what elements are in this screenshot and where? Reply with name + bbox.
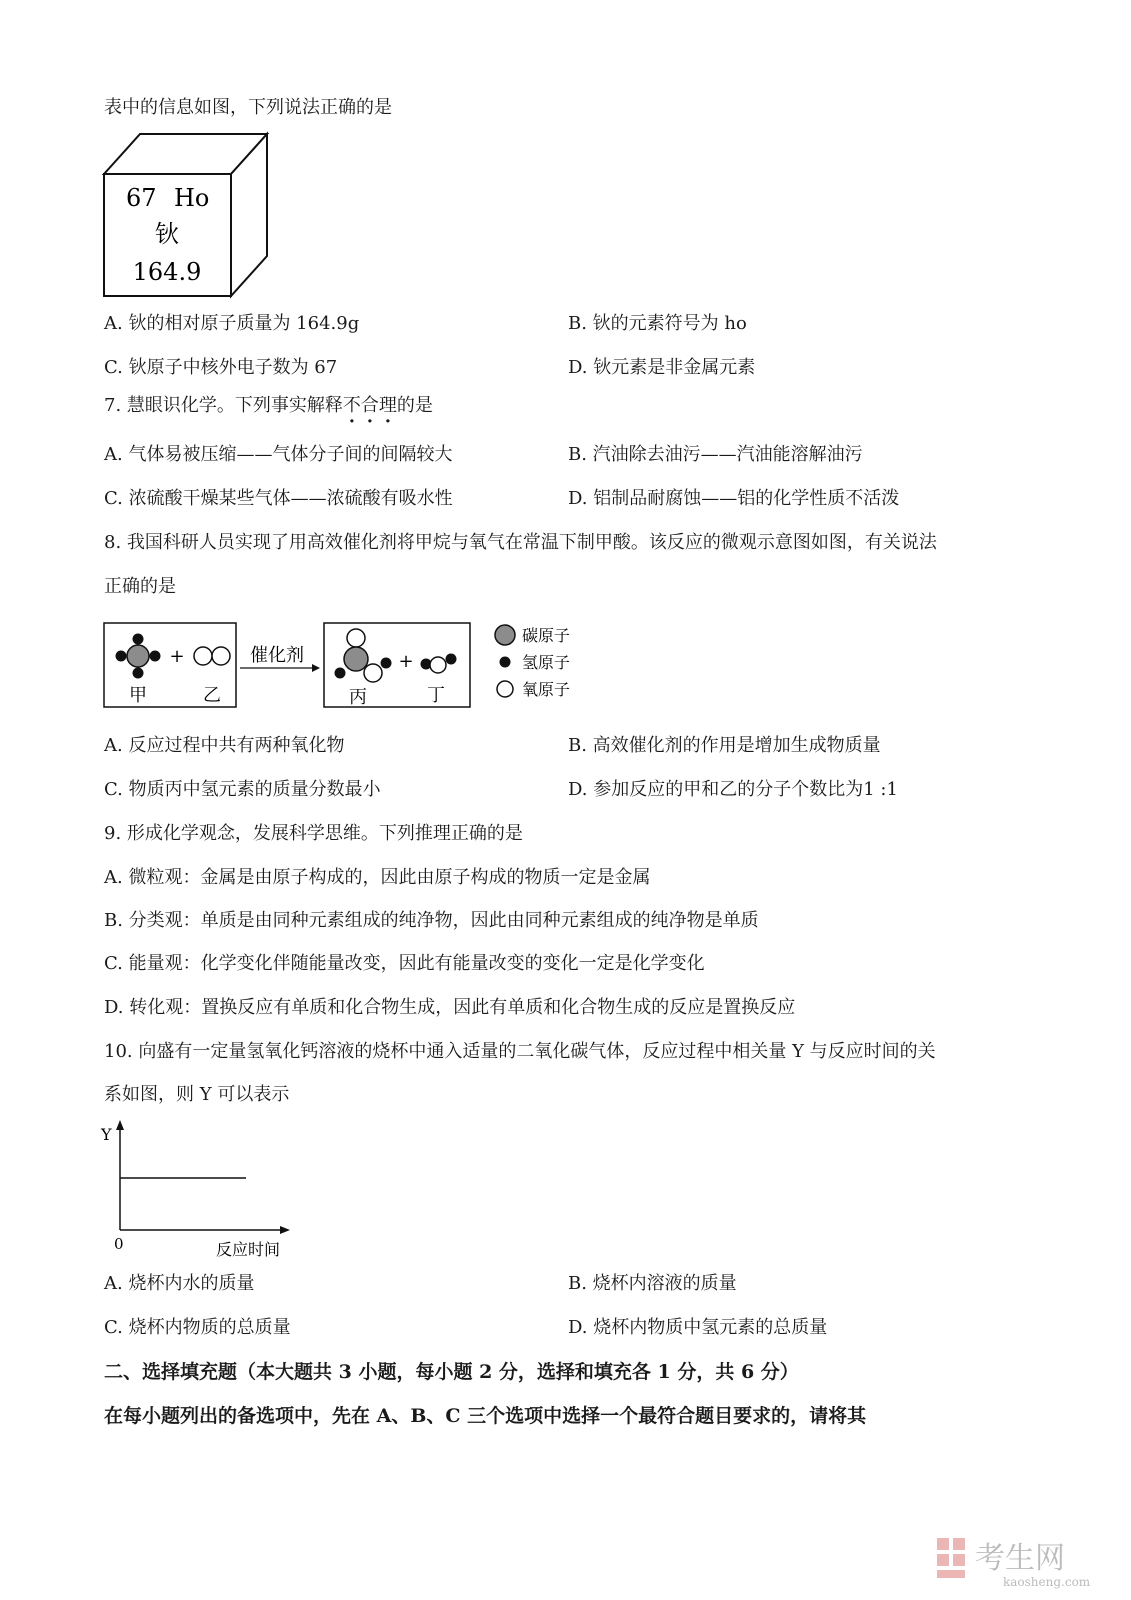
label-jia: 甲 <box>129 685 147 706</box>
q7-em-1: 不 <box>342 395 361 416</box>
q7-stem <box>104 394 433 418</box>
q8-option-c[interactable]: C. 物质丙中氢元素的质量分数最小 <box>104 779 381 800</box>
q7-stem-post: 的是 <box>396 395 433 416</box>
plus-sign-2: + <box>398 651 414 672</box>
q10-stem-line1: 10. 向盛有一定量氢氧化钙溶液的烧杯中通入适量的二氧化碳气体，反应过程中相关量 Y 与反应时间的关 <box>104 1041 936 1062</box>
q10-option-d[interactable]: D. 烧杯内物质中氢元素的总质量 <box>568 1317 828 1338</box>
q6-option-d[interactable]: D. 钬元素是非金属元素 <box>568 357 756 378</box>
q6-stem: 表中的信息如图，下列说法正确的是 <box>104 97 392 118</box>
legend-hydrogen-label: 氢原子 <box>522 653 571 672</box>
y-time-graph <box>98 1118 298 1263</box>
section2-title: 二、选择填充题（本大题共 3 小题，每小题 2 分，选择和填充各 1 分，共 6 分） <box>104 1361 799 1383</box>
q9-stem: 9. 形成化学观念，发展科学思维。下列推理正确的是 <box>104 823 523 844</box>
catalyst-label: 催化剂 <box>250 645 304 666</box>
q8-stem-line2: 正确的是 <box>104 576 176 597</box>
q9-option-c[interactable]: C. 能量观：化学变化伴随能量改变，因此有能量改变的变化一定是化学变化 <box>104 953 705 974</box>
q7-option-c[interactable]: C. 浓硫酸干燥某些气体——浓硫酸有吸水性 <box>104 488 453 509</box>
element-mass: 164.9 <box>132 258 202 286</box>
q10-stem-line2: 系如图，则 Y 可以表示 <box>104 1084 290 1105</box>
q10-option-c[interactable]: C. 烧杯内物质的总质量 <box>104 1317 291 1338</box>
graph-y-label: Y <box>101 1125 112 1144</box>
q10-option-a[interactable]: A. 烧杯内水的质量 <box>104 1273 255 1294</box>
label-bing: 丙 <box>349 687 367 708</box>
q8-option-d[interactable]: D. 参加反应的甲和乙的分子个数比为1 :1 <box>568 779 898 800</box>
q7-option-b[interactable]: B. 汽油除去油污——汽油能溶解油污 <box>568 444 863 465</box>
watermark-site: kaosheng.com <box>1003 1575 1091 1589</box>
watermark-logo <box>933 1532 1113 1592</box>
q9-option-a[interactable]: A. 微粒观：金属是由原子构成的，因此由原子构成的物质一定是金属 <box>104 867 651 888</box>
q7-em-2: 合 <box>360 395 379 416</box>
element-name: 钬 <box>155 220 179 248</box>
watermark-brand: 考生网 <box>975 1541 1065 1576</box>
q7-option-d[interactable]: D. 铝制品耐腐蚀——铝的化学性质不活泼 <box>568 488 900 509</box>
q8-option-a[interactable]: A. 反应过程中共有两种氧化物 <box>104 735 345 756</box>
graph-x-label: 反应时间 <box>216 1240 281 1259</box>
q10-option-b[interactable]: B. 烧杯内溶液的质量 <box>568 1273 737 1294</box>
q8-stem-line1: 8. 我国科研人员实现了用高效催化剂将甲烷与氧气在常温下制甲酸。该反应的微观示意图如图，有关说法 <box>104 532 937 553</box>
legend-carbon-label: 碳原子 <box>522 626 571 645</box>
label-yi: 乙 <box>203 685 221 706</box>
graph-origin: 0 <box>114 1235 124 1253</box>
element-symbol: Ho <box>174 184 210 212</box>
legend-carbon <box>495 625 570 645</box>
reaction-diagram <box>100 615 600 715</box>
q7-stem-pre: 7. 慧眼识化学。下列事实解释 <box>104 395 343 416</box>
q9-option-b[interactable]: B. 分类观：单质是由同种元素组成的纯净物，因此由同种元素组成的纯净物是单质 <box>104 910 759 931</box>
q7-em-3: 理 <box>378 395 397 416</box>
legend-hydrogen <box>500 653 571 672</box>
q6-option-a[interactable]: A. 钬的相对原子质量为 164.9g <box>104 313 360 334</box>
q6-option-b[interactable]: B. 钬的元素符号为 ho <box>568 313 747 334</box>
element-number: 67 <box>126 184 157 212</box>
element-cube-diagram <box>100 130 275 300</box>
q8-option-b[interactable]: B. 高效催化剂的作用是增加生成物质量 <box>568 735 881 756</box>
q9-option-d[interactable]: D. 转化观：置换反应有单质和化合物生成，因此有单质和化合物生成的反应是置换反应 <box>104 997 796 1018</box>
legend-oxygen-label: 氧原子 <box>522 680 571 699</box>
q6-option-c[interactable]: C. 钬原子中核外电子数为 67 <box>104 357 338 378</box>
plus-sign-1: + <box>169 646 185 667</box>
q7-option-a[interactable]: A. 气体易被压缩——气体分子间的间隔较大 <box>104 444 453 465</box>
label-ding: 丁 <box>427 685 445 706</box>
section2-instruction: 在每小题列出的备选项中，先在 A、B、C 三个选项中选择一个最符合题目要求的，请将其 <box>104 1405 867 1427</box>
legend-oxygen <box>497 680 570 699</box>
